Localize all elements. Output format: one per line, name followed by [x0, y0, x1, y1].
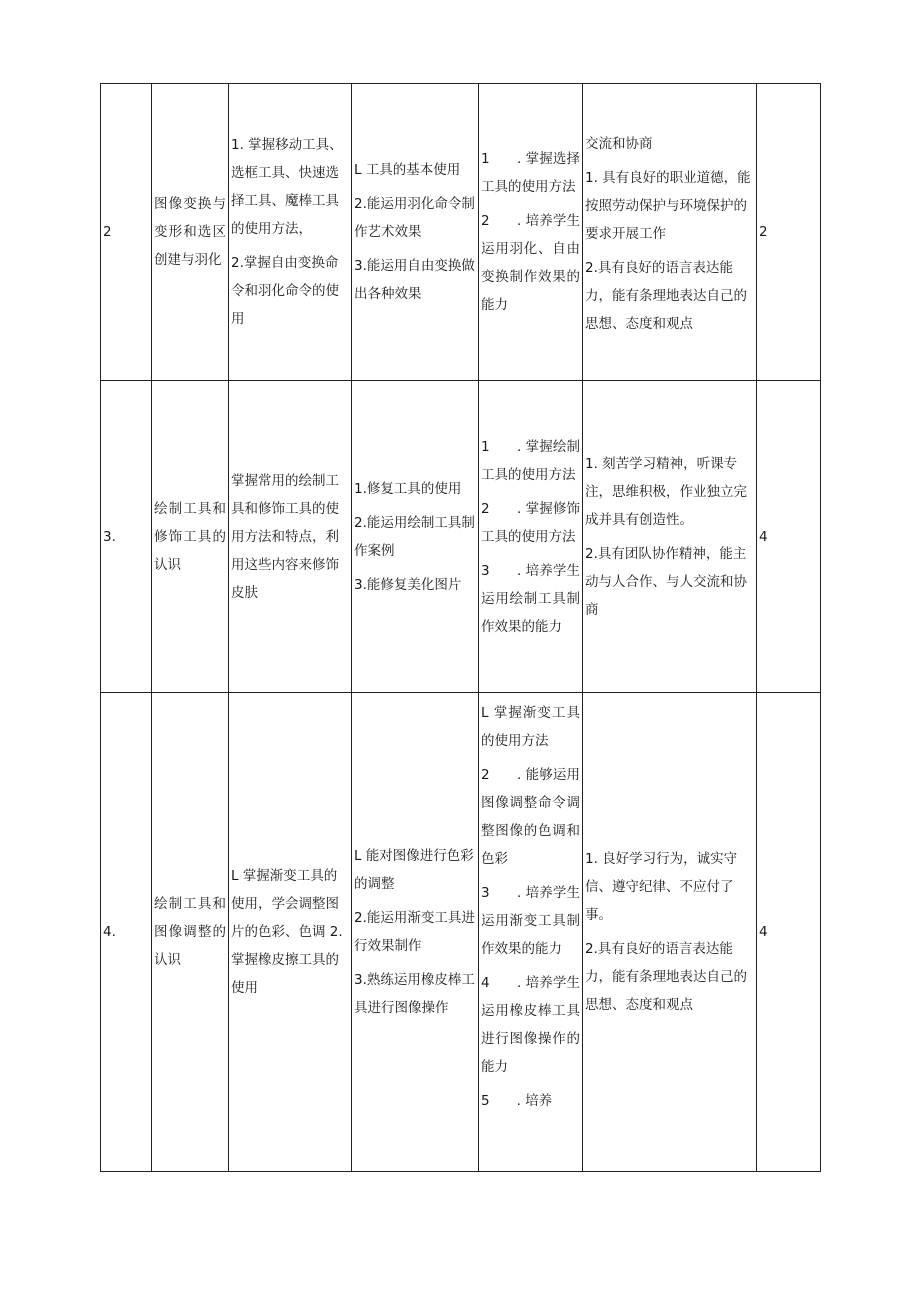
hours-value: 4 — [759, 924, 768, 940]
quality-cell — [583, 693, 757, 1172]
ability-item: L 掌握渐变工具的使用方法 — [481, 705, 580, 749]
chapter-cell — [152, 381, 229, 693]
quality-item: 2.具有良好的语言表达能力，能有条理地表达自己的思想、态度和观点 — [585, 260, 747, 332]
skills-cell — [352, 693, 479, 1172]
ability-cell — [479, 84, 583, 381]
knowledge-item: 1. 掌握移动工具、选框工具、快速选择工具、魔棒工具的使用方法， — [231, 137, 343, 237]
skills-cell — [352, 381, 479, 693]
row-number-cell — [101, 84, 152, 381]
row-number: 4. — [103, 924, 116, 940]
quality-item: 2.具有团队协作精神，能主动与人合作、与人交流和协商 — [585, 545, 747, 618]
table-row — [101, 381, 821, 693]
ability-item: 4 . 培养学生运用橡皮棒工具进行图像操作的能力 — [481, 975, 580, 1075]
ability-item: 5 . 培养 — [481, 1093, 553, 1109]
ability-item: 1 . 掌握选择工具的使用方法 — [481, 151, 580, 195]
chapter-cell — [152, 84, 229, 381]
hours-value: 2 — [759, 224, 768, 240]
table-row — [101, 84, 821, 381]
hours-value: 4 — [759, 528, 768, 545]
row-number: 3. — [103, 528, 116, 545]
skills-cell — [352, 84, 479, 381]
chapter-title: 图像变换与变形和选区创建与羽化 — [154, 196, 226, 268]
knowledge-cell — [229, 381, 352, 693]
knowledge-item: 2.掌握自由变换命令和羽化命令的使用 — [231, 255, 339, 327]
skill-item: 3.能修复美化图片 — [354, 576, 462, 593]
quality-item: 2.具有良好的语言表达能力，能有条理地表达自己的思想、态度和观点 — [585, 941, 747, 1013]
quality-cell — [583, 381, 757, 693]
quality-cell — [583, 84, 757, 381]
ability-item: 2 . 能够运用图像调整命令调整图像的色调和色彩 — [481, 767, 580, 867]
skill-item: 1.修复工具的使用 — [354, 480, 462, 497]
ability-cell — [479, 693, 583, 1172]
quality-item: 1. 良好学习行为，诚实守信、遵守纪律、不应付了事。 — [585, 851, 738, 923]
knowledge-item: 掌握常用的绘制工具和修饰工具的使用方法和特点，利用这些内容来修饰皮肤 — [231, 472, 339, 601]
row-number: 2 — [103, 224, 112, 240]
skill-item: 3.能运用自由变换做出各种效果 — [354, 258, 475, 302]
ability-item: 1 . 掌握绘制工具的使用方法 — [481, 438, 580, 483]
ability-item: 3 . 培养学生运用绘制工具制作效果的能力 — [481, 562, 580, 635]
hours-cell — [757, 84, 821, 381]
knowledge-cell — [229, 693, 352, 1172]
knowledge-item: L 掌握渐变工具的使用，学会调整图片的色彩、色调 2. 掌握橡皮擦工具的使用 — [231, 868, 343, 996]
hours-cell — [757, 693, 821, 1172]
ability-cell — [479, 381, 583, 693]
ability-item: 2 . 掌握修饰工具的使用方法 — [481, 500, 580, 545]
row-number-cell — [101, 381, 152, 693]
row-number-cell — [101, 693, 152, 1172]
skill-item: L 工具的基本使用 — [354, 162, 461, 178]
skill-item: 2.能运用绘制工具制作案例 — [354, 514, 475, 559]
knowledge-cell — [229, 84, 352, 381]
hours-cell — [757, 381, 821, 693]
skill-item: 2.能运用羽化命令制作艺术效果 — [354, 196, 475, 240]
chapter-title: 绘制工具和修饰工具的认识 — [154, 500, 226, 573]
skill-item: 2.能运用渐变工具进行效果制作 — [354, 910, 475, 954]
skill-item: 3.熟练运用橡皮棒工具进行图像操作 — [354, 972, 475, 1016]
syllabus-table — [100, 83, 821, 1172]
skill-item: L 能对图像进行色彩的调整 — [354, 848, 474, 892]
chapter-title: 绘制工具和图像调整的认识 — [154, 896, 226, 968]
quality-item: 1. 刻苦学习精神，听课专注，思维积极，作业独立完成并具有创造性。 — [585, 455, 747, 528]
table-row — [101, 693, 821, 1172]
quality-item: 交流和协商 — [585, 136, 653, 152]
ability-item: 2 . 培养学生运用羽化、自由变换制作效果的能力 — [481, 213, 580, 313]
ability-item: 3 . 培养学生运用渐变工具制作效果的能力 — [481, 885, 580, 957]
chapter-cell — [152, 693, 229, 1172]
quality-item: 1. 具有良好的职业道德，能按照劳动保护与环境保护的要求开展工作 — [585, 170, 751, 242]
